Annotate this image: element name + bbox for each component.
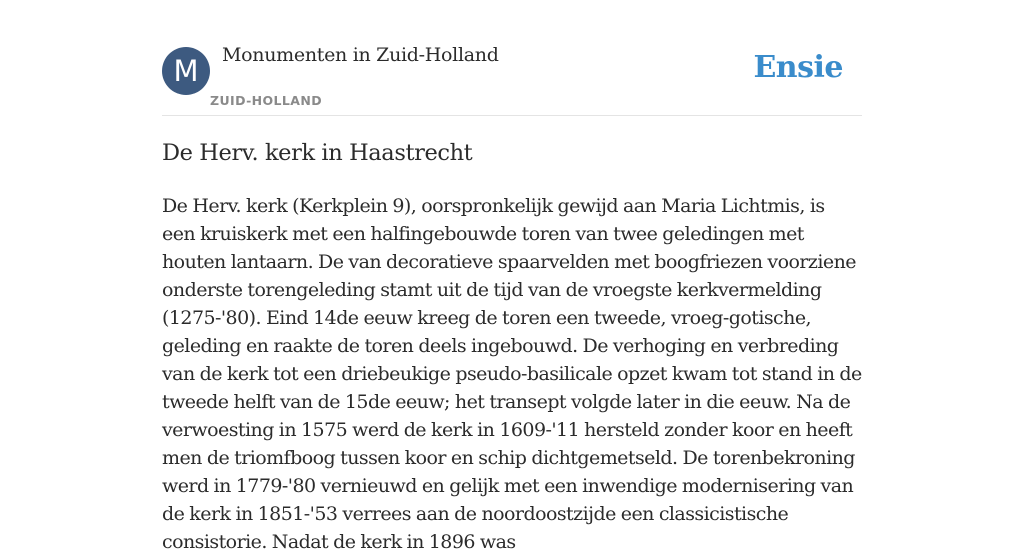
- category-label[interactable]: ZUID-HOLLAND: [210, 93, 322, 108]
- source-title[interactable]: Monumenten in Zuid-Holland: [222, 44, 499, 66]
- avatar[interactable]: M: [162, 47, 210, 95]
- article-title: De Herv. kerk in Haastrecht: [162, 140, 473, 166]
- brand-logo[interactable]: Ensie: [753, 50, 843, 85]
- article-body: De Herv. kerk (Kerkplein 9), oorspronkelijk gewijd aan Maria Lichtmis, is een kruiskerk met een halfingebouwde toren van twee geledingen met houten lantaarn. De van decoratieve spaarvelden met boogfriezen voorziene onderste torengeleding stamt uit de tijd van de vroegste kerkvermelding (1275-'80). Eind 14de eeuw kreeg de toren een tweede, vroeg-gotische, geleding en raakte de toren deels ingebouwd. De verhoging en verbreding van de kerk tot een driebeukige pseudo-basilicale opzet kwam tot stand in de tweede helft van de 15de eeuw; het transept volgde later in die eeuw. Na de verwoesting in 1575 werd de kerk in 1609-'11 hersteld zonder koor en heeft men de triomfboog tussen koor en schip dichtgemetseld. De torenbekroning werd in 1779-'80 vernieuwd en gelijk met een inwendige modernisering van de kerk in 1851-'53 verrees aan de noordoostzijde een classicistische consistorie. Nadat de kerk in 1896 was: [162, 195, 862, 553]
- header: [162, 0, 862, 116]
